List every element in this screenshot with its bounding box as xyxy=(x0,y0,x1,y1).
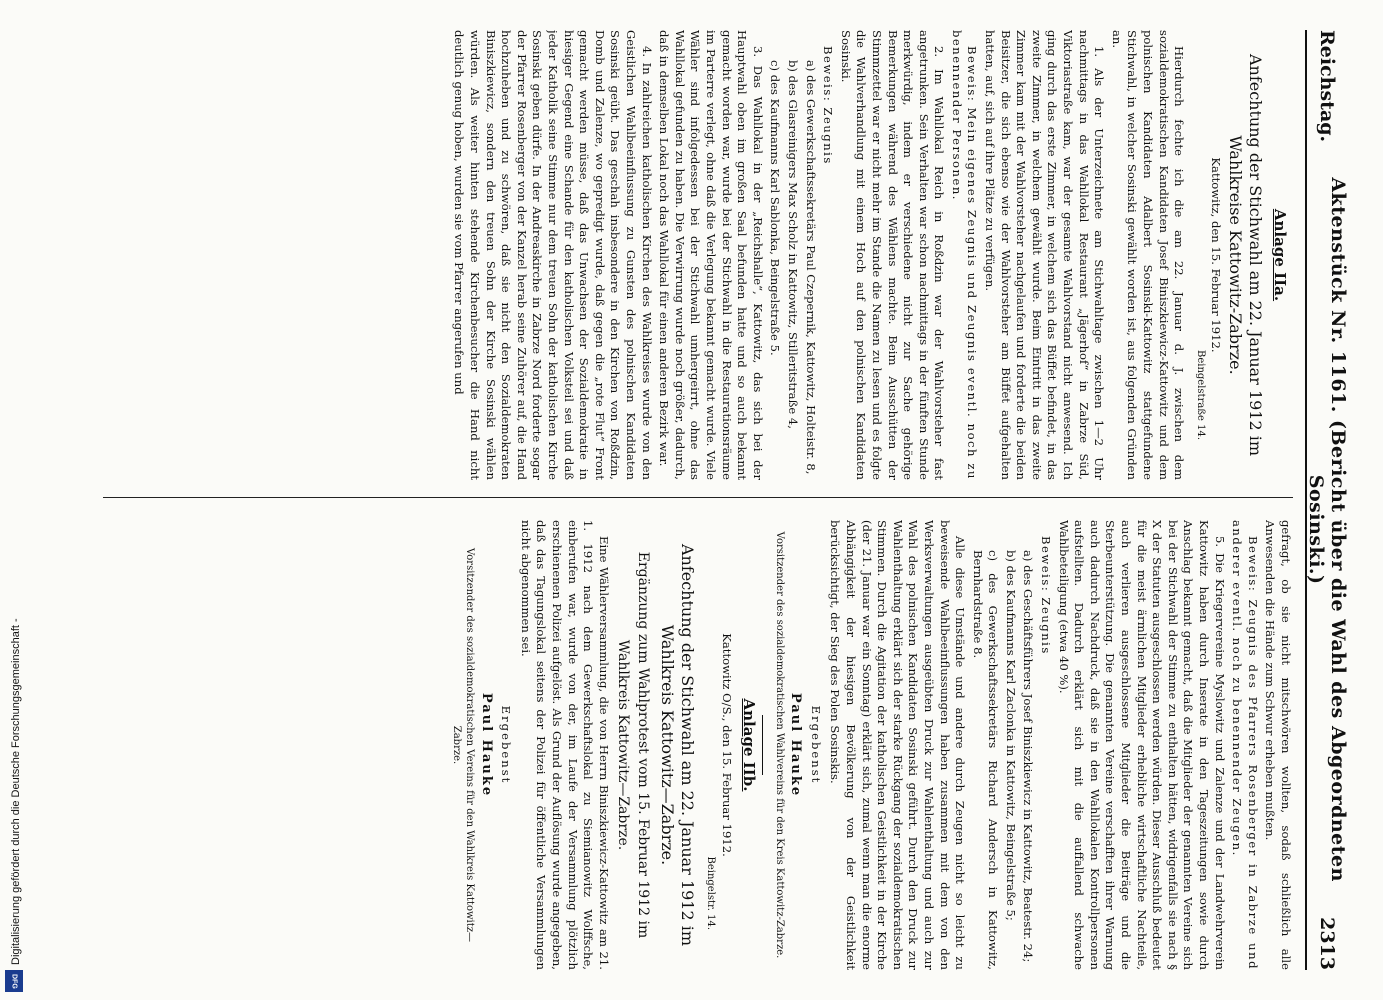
document-subtitle-2: Ergänzung zum Wahlprotest vom 15. Februar 1912 im Wahlkreis Kattowitz—Zabrze. xyxy=(614,551,651,939)
signature-greeting-2: Ergebenst xyxy=(499,705,514,785)
witness-5b: b) des Kaufmanns Karl Zaclonka in Kattowitz, Beingelstraße 5; xyxy=(1003,550,1018,921)
paragraph-7: Eine Wählerversammlung, die von Herrn Biniszkiewicz-Kattowitz am 21. 1. 1912 nach dem Gewerkschaftslokal zu Siemianowitz Wolffsche, einberufen war, wurde von der, im Laufe der Versammlung plötzlich erschienenen Polizei aufgelöst. Als Grund der Auflösung wurde angegeben, daß das Tagungslokal seitens der Polizei für öffentliche Versammlungen nicht abgenommen sei. xyxy=(518,520,611,970)
address-line: Beingelstraße 14. xyxy=(1194,350,1206,440)
paragraph-6: Alle diese Umstände und andere durch Zeugen nicht so leicht zu beweisende Wahlbeeinflussungen haben zusammen mit dem von den Werksverwaltungen ausgeübten Druck zur Wahlenthaltung und auch zur Wahl des polnischen Kandidaten Sosinski geführt. Durch den Druck zur Wahlenthaltung erklärt sich der starke Rückgang der sozialdemokratischen Stimmen. Durch die Agitation der katholischen Geistlichkeit in der Kirche (der 21. Januar war ein Sonntag) erklärt sich, zumal wenn man die enorme Abhängigkeit der hiesigen Bevölkerung von der Geistlichkeit berücksichtigt, der Sieg des Polen Sosinskis. xyxy=(828,520,968,970)
paragraph-1: 1. Als der Unterzeichnete am Stichwahltage zwischen 1—2 Uhr nachmittags in das Wahllokal Restaurant „Jägerhof“ in Zabrze Süd, Viktoriastraße kam, war der gesamte Wahlvorstand nicht anwesend. Ich ging durch das erste Zimmer, in welchem sich das Büffet befindet, in das zweite Zimmer, in welchem gewählt wurde. Beim Eintritt in das zweite Zimmer kam mit der Wahlvorsteher nachgelaufen und forderte die beiden Beisitzer, die sich ebenso wie der Wahlvorsteher am Büffet aufgehalten hatten, auf, sich auf ihre Plätze zu verfügen. xyxy=(983,30,1107,480)
separator-rule xyxy=(762,715,763,775)
evidence-cont: Beweis: Zeugnis des Pfarrers Rosenberger in Zabrze und anderer eventl. noch zu benennender Zeugen. xyxy=(1230,520,1260,970)
document-title: Anfechtung der Stichwahl am 22. Januar 1912 im Wahlkreise Kattowitz-Zabrze. xyxy=(1226,53,1266,457)
document-title-2: Anfechtung der Stichwahl am 22. Januar 1912 im Wahlkreis Kattowitz—Zabrze. xyxy=(657,543,697,947)
rotated-document-page xyxy=(75,0,1355,1000)
column-divider xyxy=(103,497,1293,498)
page-header xyxy=(1305,30,1347,970)
place-date-2: Kattowitz O/S., den 15. Februar 1912. xyxy=(720,633,734,857)
paragraph-3: 3. Das Wahllokal in der „Reichshalle“, Kattowitz, das sich bei der Hauptwahl oben im großen Saal befunden hatte und so auch bekannt gemacht worden war, wurde bei der Stichwahl in die Restaurationsräume im Parterre verlegt, ohne daß die Verlegung bekannt gemacht wurde. Viele Wähler sind infolgedessen bei der Stichwahl umhergeirrt, ohne das Wahllokal gefunden zu haben. Die Verwirrung wurde noch größer, dadurch, daß in demselben Lokal noch das Wahllokal für einen anderen Bezirk war. xyxy=(657,30,765,480)
continuation-paragraph: gefragt, ob sie nicht mitschwören wollten, sodaß schließlich alle Anwesenden die Hände zum Schwur erheben mußten. xyxy=(1263,520,1293,970)
witness-2b: b) des Glasreinigers Max Scholz in Kattowitz, Stilleritstraße 4, xyxy=(785,60,800,429)
intro-paragraph: Hierdurch fechte ich die am 22. Januar d. J. zwischen dem sozialdemokratischen Kandidaten Josef Biniszkiewicz-Kattowitz und dem polnischen Kandidaten Adalbert Sosinski-Kattowitz stattgefundene Stichwahl, in welcher Sosinski gewählt worden ist, aus folgenden Gründen an. xyxy=(1109,30,1187,480)
signature-name-2: Paul Hauke xyxy=(478,692,494,798)
anlage-heading: Anlage IIa. xyxy=(1271,208,1289,302)
header-left: Reichstag. xyxy=(1316,30,1338,143)
paragraph-4: 4. In zahlreichen katholischen Kirchen des Wahlkreises wurde von den Geistlichen Wahlbeeinflussung zu Gunsten des polnischen Kandidaten Sosinski geübt. Das geschah insbesondere in den Kirchen von Roßdzin, Domb und Zalenze, wo gepredigt wurde, daß gegen die „rote Flut“ Front gemacht werden müsse, daß das Unwachsen der Sozialdemokratie in hiesiger Gegend eine Schande für den katholischen Volksteil sei und daß jeder Katholik seine Stimme nur dem treuen Sohn der katholischen Kirche Sosinski geben dürfe. In der Andreaskirche in Zabrze Nord forderte sogar der Pfarrer Rosenberger von der Kanzel herab seine Zuhörer auf, die Hand hochzuheben und zu schwören, daß sie nicht den Sozialdemokraten Biniszkiewicz, sondern den treuen Sohn der Kirche Sosinski wählen würden. Als weiter hinten stehende Kirchenbesucher die Hand nicht deutlich genug hoben, wurden sie vom Pfarrer angerufen und xyxy=(452,30,654,480)
place-date: Kattowitz, den 15. Februar 1912. xyxy=(1209,157,1224,353)
digitization-footer xyxy=(0,0,36,1000)
right-column xyxy=(103,520,1293,970)
evidence-2: Beweis: Zeugnis xyxy=(821,46,836,165)
witness-5a: a) des Geschäftsführers Josef Biniszkiewicz in Kattowitz, Beatestr. 24; xyxy=(1021,550,1036,963)
evidence-1: Beweis: Mein eigenes Zeugnis und Zeugnis eventl. noch zu benennender Personen. xyxy=(949,30,980,480)
witness-5c: c) des Gewerkschaftssekretärs Richard Andersch in Kattowitz, Bernhardstraße 8. xyxy=(970,550,1001,970)
page-number: 2313 xyxy=(1316,917,1338,970)
signature-greeting: Ergebenst xyxy=(808,705,823,785)
signature-name: Paul Hauke xyxy=(788,692,804,798)
paragraph-5: 5. Die Kriegervereine Myslowitz und Zalenze und der Landwehrverein Kattowitz haben durch Inserate in den Tageszeitungen sowie durch Anschlag bekannt gemacht, daß die Mitglieder der genannten Vereine sich bei der Stichwahl der Stimme zu enthalten hätten, widrigenfalls sie nach § X der Statuten ausgeschlossen werden würden. Dieser Ausschluß bedeutet für die meist ärmlichen Mitglieder erhebliche wirtschaftliche Nachteile, auch verlieren ausgeschlossene Mitglieder die Beiträge und die Sterbeunterstützung. Die genannten Vereine verschafften ihrer Warnung auch dadurch Nachdruck, daß sie in den Wahllokalen Kontrollpersonen aufstellten. Dadurch erklärt sich mit die auffallend schwache Wahlbeteiligung (etwa 40 %). xyxy=(1056,520,1227,970)
signature-role-2: Vorsitzender des sozialdemokratischen Vereins für den Wahlkreis Kattowitz—Zabrze. xyxy=(451,547,476,943)
anlage-heading-2: Anlage IIb. xyxy=(739,698,758,792)
paragraph-2: 2. Im Wahllokal Reich in Roßdzin war der Wahlvorsteher fast angetrunken. Sein Verhalten war schon nachmittags in der fünften Stunde merkwürdig, indem er verschiedene nicht zur Sache gehörige Bemerkungen während des Wählens machte. Beim Ausschütten der Stimmzettel war er nicht mehr im Stande die Namen zu lesen und es folgte die Wahlverhandlung mit einem Hoch auf den polnischen Kandidaten Sosinski. xyxy=(838,30,947,480)
dfg-logo: DFG xyxy=(5,970,23,992)
signature-role: Vorsitzender des sozialdemokratischen Wahlvereins für den Kreis Kattowitz-Zabrze. xyxy=(773,531,785,959)
header-title: Aktenstück Nr. 1161. (Bericht über die Wahl des Abgeordneten Sosinski.) xyxy=(1305,177,1349,882)
witness-2a: a) des Gewerkschaftssekretärs Paul Czepernik, Kattowitz, Holteistr. 8, xyxy=(803,60,818,475)
funding-credit: Digitalisierung gefördert durch die Deutsche Forschungsgemeinschaft - xyxy=(10,618,22,965)
evidence-5: Beweis: Zeugnis xyxy=(1039,536,1054,655)
address-line-2: Beingelstr. 14. xyxy=(705,856,717,930)
witness-2c: c) des Kaufmanns Karl Sablonka, Beingelstraße 5. xyxy=(768,60,783,356)
left-column xyxy=(103,30,1293,480)
